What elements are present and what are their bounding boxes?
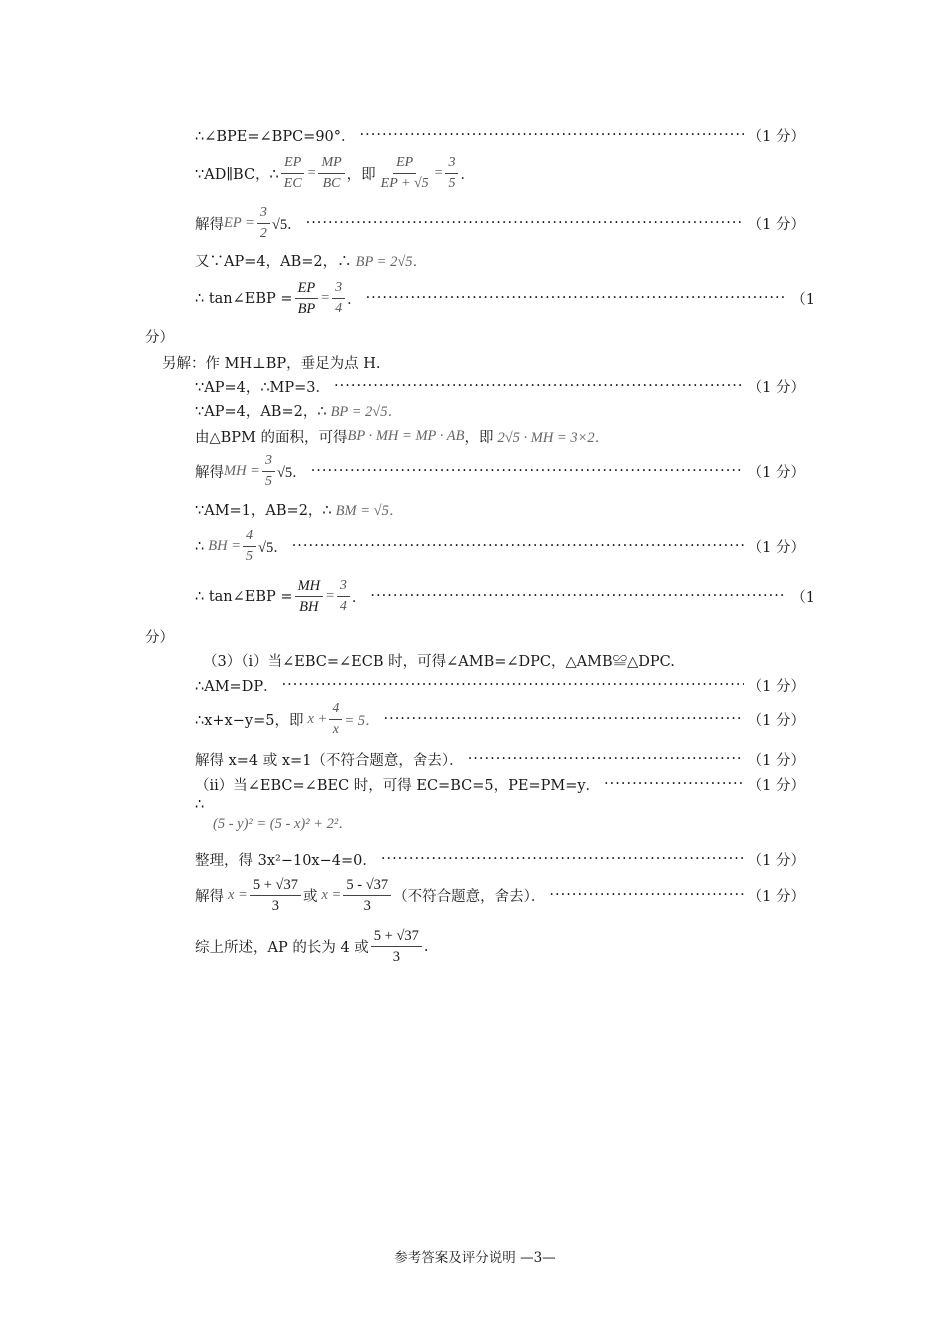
leader-dots	[468, 752, 744, 767]
leader-dots	[306, 216, 744, 231]
line-part3-case2: （ii）当∠EBC=∠BEC 时，可得 EC=BC=5，PE=PM=y． ····· （1 分）	[195, 774, 805, 795]
score-mark: （1	[791, 292, 815, 308]
fraction: $\frac{5 - √37}{3}$	[343, 876, 391, 915]
fraction: $\frac{4}{5}$	[243, 527, 256, 566]
line-bh-value: ∴ BH = $\frac{4}{5}$ √5． ····· （1 分）	[195, 527, 805, 566]
fraction: $\frac{EP}{EC}$	[281, 154, 305, 193]
fraction: $\frac{3}{5}$	[445, 154, 458, 193]
line-text: ∵AD∥BC，∴	[195, 167, 279, 183]
fraction: $\frac{EP}{EP + √5}$	[380, 155, 429, 191]
line-conclusion: 综上所述，AP 的长为 4 或 $\frac{5 + √37}{3}$ .	[195, 928, 429, 965]
line-text: ∴∠BPE=∠BPC=90°．	[195, 129, 356, 145]
leader-dots	[381, 852, 744, 867]
line-part3-case1: （3）（i）当∠EBC=∠ECB 时，可得∠AMB=∠DPC，△AMB≌△DPC.	[203, 654, 675, 670]
fraction: $\frac{MP}{BC}$	[318, 154, 344, 193]
score-mark: （1 分）	[747, 129, 805, 145]
line-therefore: ∴	[195, 797, 205, 813]
line-pythag-equation: (5 - y)² = (5 - x)² + 2²．	[213, 816, 353, 832]
score-mark: （1	[791, 590, 815, 606]
line-bp-value: 又∵AP=4，AB=2，∴ BP = 2√5．	[195, 254, 428, 270]
line-score-wrap: 分）	[145, 630, 174, 646]
leader-dots	[366, 291, 788, 306]
line-quadratic-roots: 解得 x = $\frac{5 + √37}{3}$ 或 x = $\frac{5 - √37}{3}$ （不符合题意，舍去）． ····· （1 分）	[195, 876, 805, 915]
line-solve-mh: 解得 MH = $\frac{3}{5}$ √5． ····· （1 分）	[195, 452, 805, 491]
leader-dots	[292, 539, 744, 554]
fraction: $\frac{3}{2}$	[257, 204, 270, 243]
line-tan-ebp: ∴ tan∠EBP = $\frac{EP}{BP}$ = $\frac{3}{4}$ ． ····· （1	[195, 279, 805, 318]
leader-dots	[549, 888, 743, 903]
score-mark: （1 分）	[747, 217, 805, 233]
fraction: $\frac{4}{x}$	[329, 700, 342, 739]
score-mark: （1 分）	[747, 889, 805, 905]
leader-dots	[383, 712, 743, 727]
fraction: $\frac{3}{4}$	[332, 279, 345, 318]
line-equation-x: ∴x+x−y=5，即 x + $\frac{4}{x}$ = 5． ····· （1 分）	[195, 700, 805, 739]
leader-dots	[360, 128, 744, 143]
line-bm-value: ∵AM=1，AB=2，∴ BM = √5．	[195, 503, 404, 519]
fraction: $\frac{EP}{BP}$	[295, 279, 319, 318]
leader-dots	[604, 777, 744, 792]
score-mark: （1 分）	[747, 380, 805, 396]
leader-dots	[311, 464, 744, 479]
score-mark: （1 分）	[747, 713, 805, 729]
score-mark: （1 分）	[747, 679, 805, 695]
line-tan-ebp-2: ∴ tan∠EBP = $\frac{MH}{BH}$ = $\frac{3}{4}$ ． ····· （1	[195, 577, 805, 616]
score-mark: （1 分）	[747, 540, 805, 556]
fraction: $\frac{MH}{BH}$	[295, 577, 324, 616]
line-bp-value-2: ∵AP=4，AB=2，∴ BP = 2√5．	[195, 404, 403, 420]
score-mark: （1 分）	[747, 465, 805, 481]
score-mark: （1 分）	[747, 753, 805, 769]
line-score-wrap: 分）	[145, 330, 174, 346]
leader-dots	[370, 589, 787, 604]
line-area-bpm: 由△BPM 的面积，可得 BP · MH = MP · AB ，即 2√5 · MH = 3×2．	[195, 428, 610, 446]
fraction: $\frac{5 + √37}{3}$	[371, 927, 422, 966]
score-mark: （1 分）	[747, 853, 805, 869]
leader-dots	[334, 379, 744, 394]
fraction: $\frac{3}{5}$	[262, 452, 275, 491]
fraction: $\frac{3}{4}$	[337, 577, 350, 616]
line-am-dp: ∴AM=DP． ····· （1 分）	[195, 675, 805, 696]
score-mark: （1 分）	[747, 778, 805, 794]
line-bpe-90	[195, 125, 805, 146]
line-mp-value: ∵AP=4，∴MP=3． ····· （1 分）	[195, 376, 805, 397]
line-solve-x: 解得 x=4 或 x=1（不符合题意，舍去）． ····· （1 分）	[195, 749, 805, 770]
line-quadratic: 整理，得 3x²−10x−4=0． ····· （1 分）	[195, 849, 805, 870]
line-alt-solution: 另解：作 MH⊥BP，垂足为点 H.	[162, 356, 381, 372]
line-solve-ep: 解得 EP = $\frac{3}{2}$ √5． ····· （1 分）	[195, 204, 805, 243]
leader-dots	[282, 678, 744, 693]
page-footer: 参考答案及评分说明 —3—	[394, 1250, 556, 1266]
fraction: $\frac{5 + √37}{3}$	[250, 876, 301, 915]
line-ad-parallel-bc: ∵AD∥BC，∴ $\frac{EP}{EC}$ = $\frac{MP}{BC}$ ，即 $\frac{EP}{EP + √5}$ = $\frac{3}{5}$ ．	[195, 155, 475, 191]
